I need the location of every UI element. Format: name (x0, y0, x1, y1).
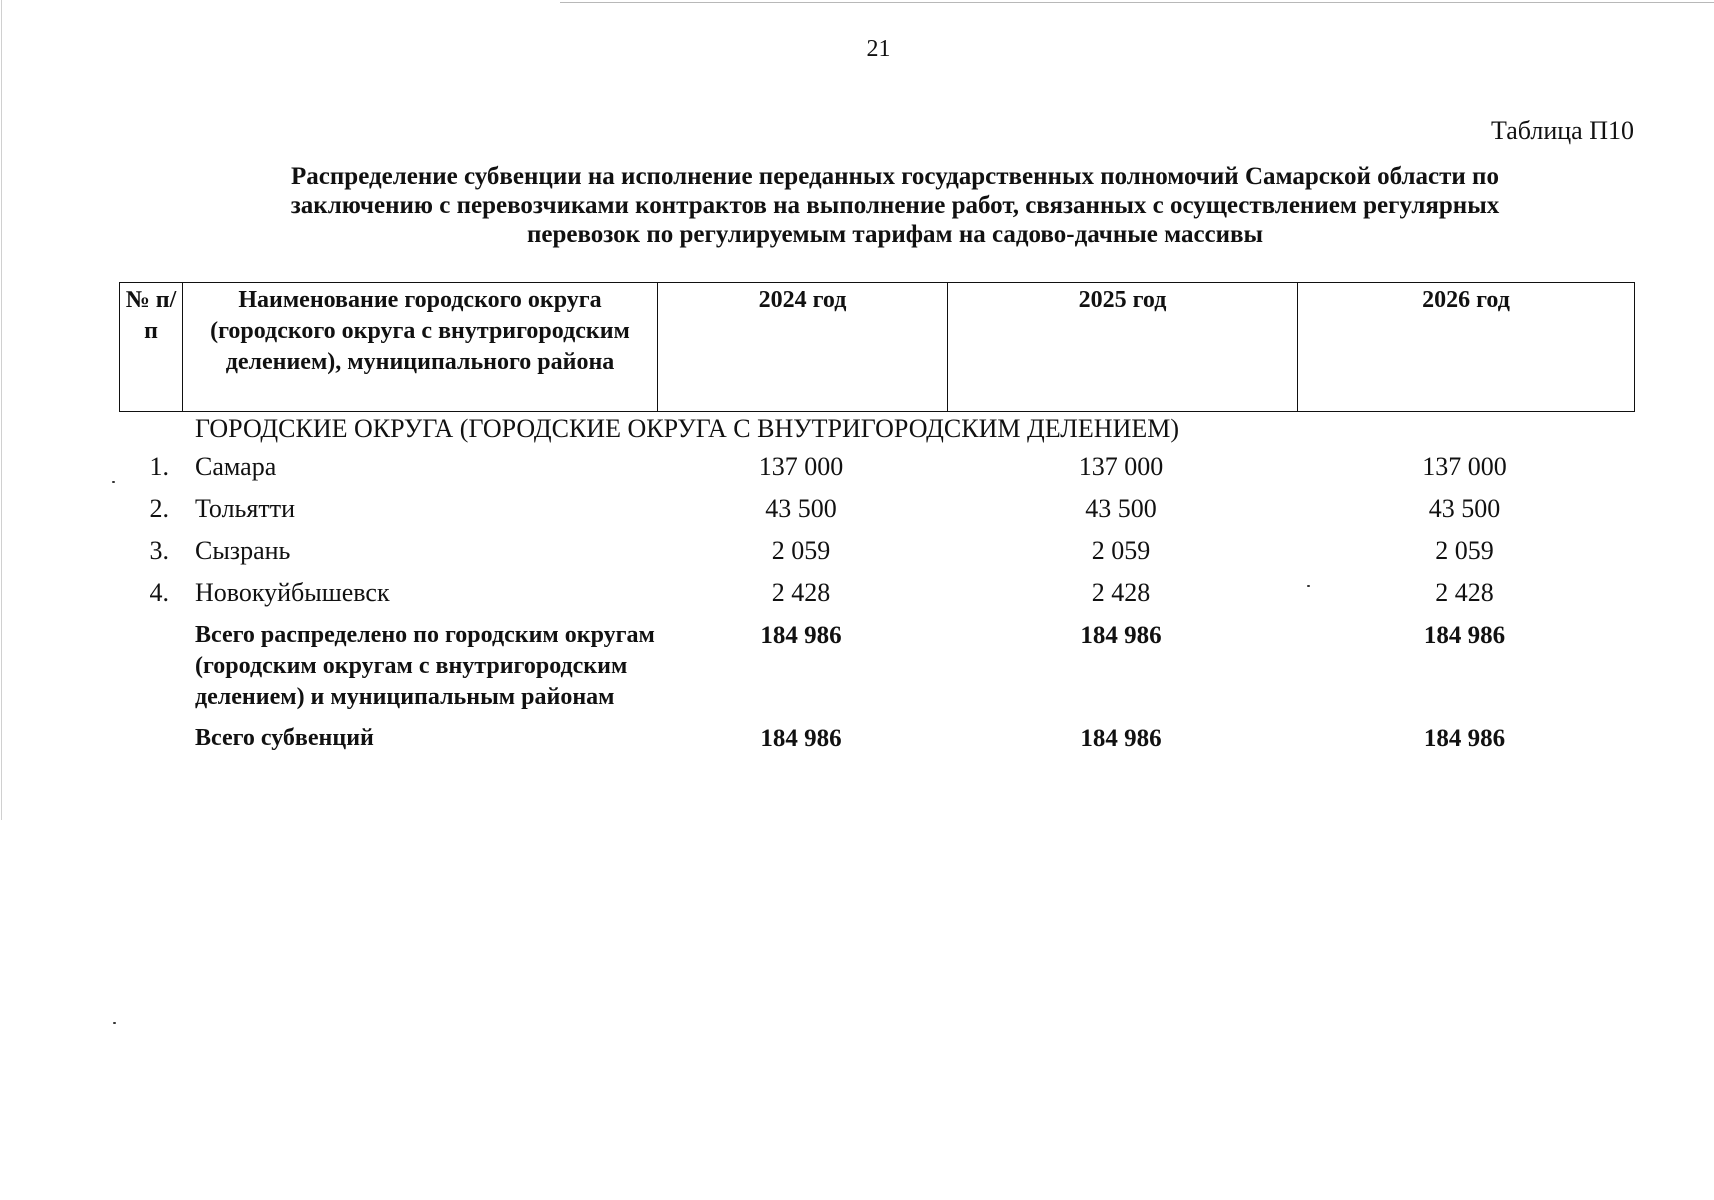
table-body (119, 446, 1633, 754)
total-subventions-2026: 184 986 (1423, 725, 1506, 752)
row-value-2026: 137 000 (1422, 452, 1507, 481)
header-name: Наименование городского округа (городского округа с внутригородским делением), муниципального района (182, 283, 657, 411)
table-header (119, 282, 1635, 412)
row-value-2025: 43 500 (1085, 494, 1157, 523)
header-year-2025: 2025 год (947, 283, 1297, 411)
total-distributed-2026: 184 986 (1423, 622, 1506, 649)
table-row (119, 572, 1633, 614)
table-label: Таблица П10 (1491, 116, 1634, 145)
row-number: 4. (149, 578, 169, 607)
row-value-2024: 137 000 (758, 452, 844, 481)
row-number: 3. (149, 536, 169, 565)
title-line: заключению с перевозчиками контрактов на выполнение работ, связанных с осуществлением регулярных (290, 192, 1500, 219)
scan-edge-left (1, 0, 2, 820)
table-row (119, 446, 1633, 488)
total-distributed-2025: 184 986 (1080, 622, 1162, 649)
title-line: перевозок по регулируемым тарифам на садово-дачные массивы (526, 221, 1264, 248)
title-line: Распределение субвенции на исполнение переданных государственных полномочий Самарской области по (291, 163, 1499, 190)
header-number: № п/п (125, 287, 177, 344)
scan-speck (113, 1022, 116, 1024)
total-subventions-2025: 184 986 (1080, 725, 1162, 752)
row-name: Новокуйбышевск (195, 578, 390, 607)
row-number: 1. (149, 452, 169, 481)
total-subventions-row (119, 723, 1633, 754)
table-row (119, 488, 1633, 530)
row-value-2025: 137 000 (1078, 452, 1164, 481)
table-row (119, 530, 1633, 572)
row-number: 2. (149, 494, 169, 523)
row-value-2025: 2 428 (1091, 578, 1151, 607)
section-title: ГОРОДСКИЕ ОКРУГА (ГОРОДСКИЕ ОКРУГА С ВНУТРИГОРОДСКИМ ДЕЛЕНИЕМ) (195, 414, 1180, 443)
row-value-2024: 2 059 (771, 536, 831, 565)
row-value-2025: 2 059 (1091, 536, 1151, 565)
header-year-2024: 2024 год (657, 283, 947, 411)
row-value-2024: 2 428 (771, 578, 831, 607)
scan-edge-top (560, 2, 1714, 3)
total-subventions-2024: 184 986 (760, 725, 842, 752)
row-value-2026: 43 500 (1428, 494, 1501, 523)
row-value-2024: 43 500 (765, 494, 837, 523)
header-year-2026: 2026 год (1297, 283, 1634, 411)
row-value-2026: 2 428 (1435, 578, 1494, 607)
total-distributed-2024: 184 986 (760, 622, 842, 649)
scan-speck (112, 481, 115, 483)
scan-speck (1307, 585, 1310, 587)
total-distributed-label: Всего распределено по городским округам (городским округам с внутригородским делением) и муниципальным районам (195, 622, 655, 710)
document-title (150, 162, 1640, 249)
row-value-2026: 2 059 (1435, 536, 1494, 565)
row-name: Сызрань (195, 536, 291, 565)
row-name: Самара (195, 452, 277, 481)
row-name: Тольятти (195, 494, 296, 523)
total-distributed-row (119, 620, 1633, 713)
page-number: 21 (866, 36, 891, 62)
total-subventions-label: Всего субвенций (195, 725, 374, 751)
